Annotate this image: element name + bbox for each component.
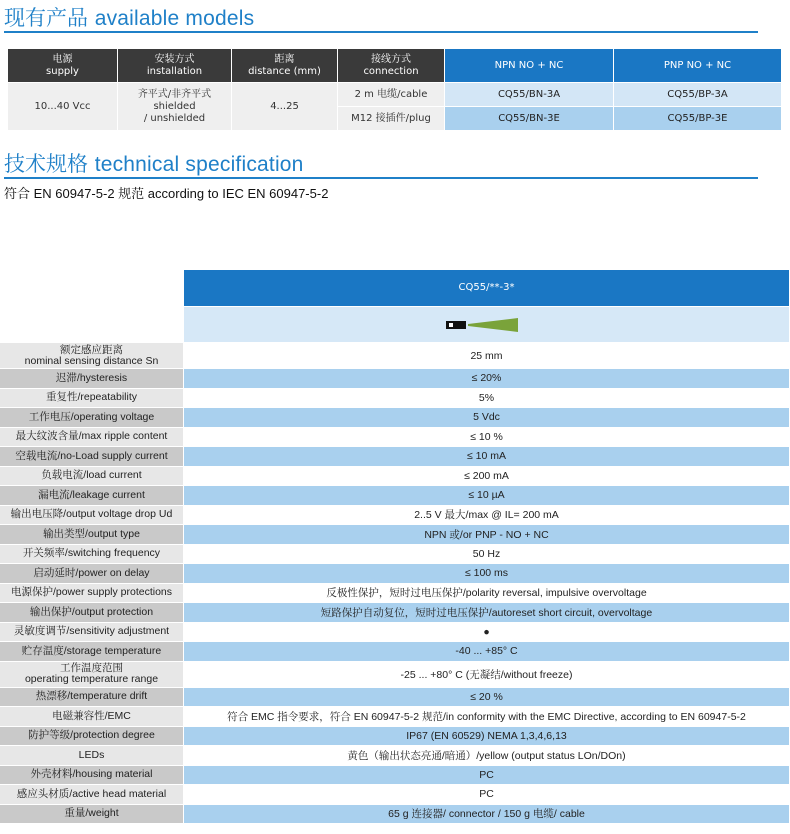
spec-row-label (0, 642, 183, 661)
spec-row-value: ≤ 200 mA (184, 467, 789, 486)
spec-row-label (0, 766, 183, 785)
spec-row (0, 584, 790, 603)
spec-row-value: 符合 EMC 指令要求，符合 EN 60947-5-2 规范/in conformity with the EMC Directive, according to EN 60947-5-2 (184, 707, 789, 726)
spec-row (0, 408, 790, 427)
spec-row-label (0, 389, 183, 408)
spec-row-value: 短路保护自动复位，短时过电压保护/autoreset short circuit, overvoltage (184, 603, 789, 622)
spec-row-label-line: 空载电流/no-Load supply current (15, 449, 168, 462)
spec-row-value: -25 ... +80° C (无凝结/without freeze) (184, 662, 789, 687)
spec-row-value: -40 ... +85° C (184, 642, 789, 661)
spec-row-label-line: 电磁兼容性/EMC (52, 709, 131, 722)
header-npn: NPN NO + NC (445, 49, 613, 82)
header-connection: 接线方式 connection (338, 49, 444, 82)
spec-row-label (0, 467, 183, 486)
spec-row-label-line: 重量/weight (64, 807, 119, 820)
spec-row-value: ≤ 20 % (184, 688, 789, 707)
compliance-note: 符合 EN 60947-5-2 规范 according to IEC EN 60947-5-2 (4, 186, 329, 201)
spec-row-value: IP67 (EN 60529) NEMA 1,3,4,6,13 (184, 727, 789, 746)
spec-row-label (0, 805, 183, 824)
spec-row-value: 黄色（输出状态亮通/暗通）/yellow (output status LOn/DOn) (184, 746, 789, 765)
spec-row-label-line: 迟滞/hysteresis (55, 371, 128, 384)
spec-row-label (0, 486, 183, 505)
spec-row-label-line: 输出保护/output protection (29, 605, 154, 618)
spec-row-value: 50 Hz (184, 545, 789, 564)
spec-row-label (0, 525, 183, 544)
spec-row-value: NPN 或/or PNP - NO + NC (184, 525, 789, 544)
spec-row (0, 467, 790, 486)
spec-row-label (0, 447, 183, 466)
spec-row-label (0, 564, 183, 583)
spec-row (0, 727, 790, 746)
models-title-cn: 现有产品 (4, 6, 88, 30)
spec-row-value: ≤ 10 % (184, 428, 789, 447)
spec-row-label (0, 688, 183, 707)
model-pnp-cable: CQ55/BP-3A (614, 83, 781, 106)
spec-row (0, 545, 790, 564)
spec-row (0, 428, 790, 447)
spec-row-label-line: 漏电流/leakage current (38, 488, 145, 501)
model-npn-plug: CQ55/BN-3E (445, 107, 613, 130)
header-installation: 安装方式 installation (118, 49, 231, 82)
spec-row-value: 2..5 V 最大/max @ IL= 200 mA (184, 506, 789, 525)
spec-row-label (0, 545, 183, 564)
header-pnp: PNP NO + NC (614, 49, 781, 82)
spec-row-label (0, 785, 183, 804)
spec-row-label (0, 662, 183, 687)
spec-row-label-line: 重复性/repeatability (45, 391, 138, 404)
spec-row (0, 766, 790, 785)
spec-row-label (0, 623, 183, 642)
spec-row-label-line: 负载电流/load current (41, 469, 142, 482)
spec-row-label (0, 369, 183, 388)
spec-column-header: CQ55/**-3* (184, 270, 789, 306)
spec-row-label-line: 工作温度范围 (60, 662, 123, 674)
spec-row (0, 486, 790, 505)
spec-row-label-line: 灵敏度调节/sensitivity adjustment (13, 625, 170, 638)
spec-row-label-line: 启动延时/power on delay (33, 566, 150, 579)
spec-row-label-line: 外壳材料/housing material (30, 768, 153, 781)
models-title-rule (4, 31, 758, 33)
spec-row (0, 506, 790, 525)
header-supply: 电源 supply (8, 49, 117, 82)
spec-row-value: 65 g 连接器/ connector / 150 g 电缆/ cable (184, 805, 789, 824)
spec-row-label-line: operating temperature range (24, 673, 159, 685)
spec-row-label (0, 408, 183, 427)
spec-row-label-line: 开关频率/switching frequency (22, 547, 161, 560)
spec-row (0, 369, 790, 388)
spec-row-value: PC (184, 785, 789, 804)
spec-row-label (0, 506, 183, 525)
spec-row (0, 603, 790, 622)
models-title (4, 2, 254, 32)
spec-row (0, 642, 790, 661)
spec-row-label (0, 584, 183, 603)
spec-row-value: 5 Vdc (184, 408, 789, 427)
spec-row (0, 389, 790, 408)
spec-row (0, 343, 790, 368)
spec-row-label (0, 707, 183, 726)
spec-row-value: ≤ 10 µA (184, 486, 789, 505)
spec-row-value: 25 mm (184, 343, 789, 368)
model-pnp-plug: CQ55/BP-3E (614, 107, 781, 130)
spec-row (0, 688, 790, 707)
models-table (7, 48, 782, 131)
spec-row-value: PC (184, 766, 789, 785)
distance-cell: 4...25 (232, 83, 337, 130)
spec-title (4, 148, 304, 178)
supply-cell: 10...40 Vcc (8, 83, 117, 130)
spec-row-label-line: 输出类型/output type (43, 527, 140, 540)
spec-row-label-line: 工作电压/operating voltage (28, 410, 155, 423)
spec-row (0, 623, 790, 642)
installation-cell: 齐平式/非齐平式 shielded / unshielded (118, 83, 231, 130)
spec-row (0, 447, 790, 466)
spec-row-label-line: 热漂移/temperature drift (35, 690, 148, 703)
spec-image-cell (184, 307, 789, 342)
spec-row-label-line: nominal sensing distance Sn (24, 354, 159, 367)
spec-row (0, 707, 790, 726)
spec-row (0, 525, 790, 544)
spec-row-label (0, 343, 183, 368)
spec-row-label-line: 最大纹波含量/max ripple content (15, 430, 168, 443)
spec-row-label (0, 603, 183, 622)
spec-row-value: ≤ 100 ms (184, 564, 789, 583)
spec-row-value: ≤ 10 mA (184, 447, 789, 466)
spec-row-value: ● (184, 623, 789, 642)
spec-row-value: ≤ 20% (184, 369, 789, 388)
connection-plug: M12 接插件/plug (338, 107, 444, 130)
spec-title-rule (4, 177, 758, 179)
spec-row (0, 746, 790, 765)
spec-row (0, 564, 790, 583)
spec-row-label-line: 感应头材质/active head material (16, 787, 167, 800)
spec-row-label-line: 防护等级/protection degree (28, 729, 155, 742)
spec-row (0, 805, 790, 824)
spec-row-label (0, 746, 183, 765)
spec-row-label-line: 额定感应距离 (60, 343, 123, 356)
spec-row-label-line: 贮存温度/storage temperature (21, 644, 162, 657)
spec-title-en: technical specification (94, 153, 304, 176)
sensor-icon (446, 318, 518, 332)
spec-row-label (0, 428, 183, 447)
model-npn-cable: CQ55/BN-3A (445, 83, 613, 106)
header-distance: 距离 distance (mm) (232, 49, 337, 82)
spec-row (0, 662, 790, 687)
models-title-en: available models (94, 7, 255, 30)
connection-cable: 2 m 电缆/cable (338, 83, 444, 106)
spec-row-label-line: LEDs (78, 748, 105, 761)
spec-row-label (0, 727, 183, 746)
spec-row (0, 785, 790, 804)
spec-row-value: 反极性保护，短时过电压保护/polarity reversal, impulsive overvoltage (184, 584, 789, 603)
spec-row-label-line: 电源保护/power supply protections (10, 586, 173, 599)
spec-row-label-line: 输出电压降/output voltage drop Ud (10, 508, 173, 521)
spec-title-cn: 技术规格 (4, 152, 88, 176)
spec-row-value: 5% (184, 389, 789, 408)
